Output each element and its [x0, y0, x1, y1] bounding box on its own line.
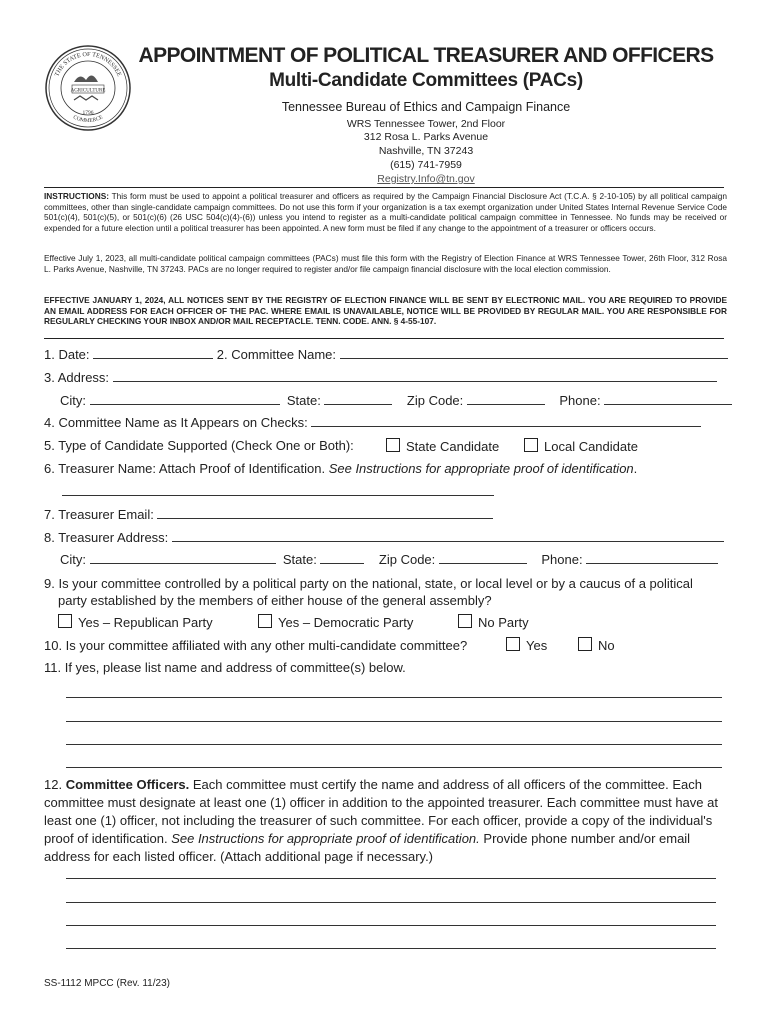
state-candidate-label: State Candidate	[406, 439, 500, 454]
committee-name-label: 2. Committee Name:	[216, 347, 336, 362]
effective-2023-paragraph: Effective July 1, 2023, all multi-candidate political campaign committees (PACs) must file this form with the Registry of Election Finance at WRS Tennessee Tower, 26th Floor, 312 Rosa L. Parks Avenue, Nashville, TN 37243. PACs are no longer required to register and/or file campaign financial disclosure with the local election commission.	[44, 253, 727, 274]
phone-label: Phone:	[541, 552, 583, 567]
treasurer-name-label: 6. Treasurer Name: Attach Proof of Identification.	[44, 461, 329, 476]
question-10: 10. Is your committee affiliated with any other multi-candidate committee?	[44, 638, 468, 653]
question-11: 11. If yes, please list name and address of committee(s) below.	[44, 660, 406, 675]
no-party-label: No Party	[478, 615, 529, 630]
checks-name-field[interactable]	[311, 415, 701, 427]
candidate-type-label: 5. Type of Candidate Supported (Check One or Both):	[44, 438, 354, 453]
officers-text: Each committee must certify the name and address of all officers of the committee. Each committee must designate at least one (1) officer in addition to the appointed treasurer. Each committee must have at least one (1) officer, not including the treasurer of such committee. For each officer, provide a copy of the individual's proof of identification.	[44, 777, 718, 846]
zip-field[interactable]	[467, 393, 545, 405]
affiliated-committee-line[interactable]	[66, 721, 722, 722]
treasurer-name-field[interactable]	[62, 495, 494, 496]
date-label: 1. Date:	[44, 347, 90, 362]
affiliated-committee-line[interactable]	[66, 697, 722, 698]
address-line: 312 Rosa L. Parks Avenue	[363, 131, 489, 143]
state-label: State:	[286, 393, 321, 408]
phone-number: (615) 741-7959	[390, 159, 462, 171]
officers-number: 12.	[44, 777, 63, 792]
form-subtitle: Multi-Candidate Committees (PACs)	[269, 70, 583, 91]
republican-checkbox[interactable]	[58, 614, 72, 628]
officer-line[interactable]	[66, 948, 716, 949]
agency-name: Tennessee Bureau of Ethics and Campaign Finance	[281, 100, 571, 114]
treasurer-phone-field[interactable]	[586, 552, 718, 564]
zip-label: Zip Code:	[406, 393, 464, 408]
seal-year: 1796	[82, 110, 94, 116]
effective-2024-notice: EFFECTIVE JANUARY 1, 2024, ALL NOTICES SENT BY THE REGISTRY OF ELECTION FINANCE WILL BE SENT BY ELECTRONIC MAIL. YOU ARE REQUIRED TO PROVIDE AN EMAIL ADDRESS FOR EACH OFFICER OF THE PAC. WHERE EMAIL IS UNAVAILABLE, NOTICE WILL BE PROVIDED BY REGULAR MAIL. YOU ARE RESPONSIBLE FOR REGULARLY CHECKING YOUR INBOX AND/OR MAIL RECEPTACLE. TENN. CODE. ANN. § 4-55-107.	[44, 295, 727, 327]
question-9-cont: party established by the members of either house of the general assembly?	[58, 593, 492, 608]
committee-name-field[interactable]	[340, 347, 728, 359]
address-field[interactable]	[113, 370, 717, 382]
city-label: City:	[60, 393, 86, 408]
committee-officers-section	[44, 776, 724, 866]
period: .	[633, 461, 638, 476]
instructions-label: INSTRUCTIONS:	[44, 191, 109, 201]
affiliated-no-option[interactable]	[578, 637, 615, 654]
treasurer-zip-field[interactable]	[439, 552, 527, 564]
form-number: SS-1112 MPCC (Rev. 11/23)	[44, 978, 170, 989]
officer-line[interactable]	[66, 925, 716, 926]
treasurer-id-note: See Instructions for appropriate proof of identification	[328, 461, 634, 476]
affiliated-committee-line[interactable]	[66, 744, 722, 745]
tennessee-state-seal	[44, 44, 132, 132]
state-candidate-option[interactable]	[386, 438, 499, 455]
seal-text-mid: AGRICULTURE	[70, 88, 106, 94]
no-label: No	[598, 638, 615, 653]
form-title: APPOINTMENT OF POLITICAL TREASURER AND OFFICERS	[138, 44, 714, 67]
treasurer-address-field[interactable]	[172, 530, 724, 542]
republican-option[interactable]	[58, 614, 213, 631]
yes-label: Yes	[526, 638, 548, 653]
seal-text-bottom: COMMERCE	[72, 114, 104, 125]
divider	[44, 338, 724, 339]
democratic-checkbox[interactable]	[258, 614, 272, 628]
affiliated-committee-line[interactable]	[66, 767, 722, 768]
no-party-option[interactable]	[458, 614, 529, 631]
affiliated-yes-option[interactable]	[506, 637, 547, 654]
phone-field[interactable]	[604, 393, 732, 405]
svg-text:THE STATE OF TENNESSEE	[53, 51, 122, 78]
checks-name-label: 4. Committee Name as It Appears on Checks:	[44, 415, 308, 430]
officer-line[interactable]	[66, 902, 716, 903]
address-line: Nashville, TN 37243	[378, 145, 474, 157]
question-9: 9. Is your committee controlled by a political party on the national, state, or local level or by a caucus of a political	[44, 576, 693, 591]
local-candidate-label: Local Candidate	[544, 439, 638, 454]
address-label: 3. Address:	[44, 370, 110, 385]
phone-label: Phone:	[559, 393, 601, 408]
officers-id-note: See Instructions for appropriate proof of identification.	[171, 831, 480, 846]
no-party-checkbox[interactable]	[458, 614, 472, 628]
republican-label: Yes – Republican Party	[78, 615, 213, 630]
treasurer-email-field[interactable]	[157, 507, 493, 519]
officers-heading: Committee Officers.	[65, 777, 190, 792]
divider	[44, 187, 724, 188]
treasurer-state-field[interactable]	[320, 552, 364, 564]
local-candidate-checkbox[interactable]	[524, 438, 538, 452]
address-line: WRS Tennessee Tower, 2nd Floor	[346, 118, 506, 130]
treasurer-address-label: 8. Treasurer Address:	[44, 530, 169, 545]
local-candidate-option[interactable]	[524, 438, 638, 455]
registry-email-link[interactable]: Registry.Info@tn.gov	[377, 173, 475, 185]
democratic-label: Yes – Democratic Party	[278, 615, 414, 630]
city-label: City:	[60, 552, 86, 567]
instructions-text: This form must be used to appoint a political treasurer and officers as required by the Campaign Financial Disclosure Act (T.C.A. § 2-10-105) by all political campaign committees, other than single-candidate campaign committees. Do not use this form if your organization is a tax exempt organization under United States Internal Revenue Service Code 501(c)(4), 501(c)(5), or 501(c)(6) (26 USC 504(c)(4)-(6)) unless you intend to register as a multi-candidate political campaign committee in Tennessee. No funds may be received or expended for a future election until a political treasurer has been appointed. A new form must be filed if any change to the appointment of a treasurer or officers occurs.	[44, 191, 728, 233]
state-field[interactable]	[324, 393, 392, 405]
treasurer-email-label: 7. Treasurer Email:	[44, 507, 154, 522]
city-field[interactable]	[90, 393, 280, 405]
officer-line[interactable]	[66, 878, 716, 879]
officers-text-2: Provide phone number and/or email address for each listed officer. (Attach additional page if necessary.)	[44, 831, 691, 864]
date-field[interactable]	[93, 347, 213, 359]
state-candidate-checkbox[interactable]	[386, 438, 400, 452]
instructions-paragraph	[44, 191, 727, 233]
zip-label: Zip Code:	[378, 552, 436, 567]
affiliated-yes-checkbox[interactable]	[506, 637, 520, 651]
democratic-option[interactable]	[258, 614, 413, 631]
seal-text-top: THE STATE OF TENNESSEE	[53, 50, 123, 78]
affiliated-no-checkbox[interactable]	[578, 637, 592, 651]
treasurer-city-field[interactable]	[90, 552, 276, 564]
state-label: State:	[282, 552, 317, 567]
